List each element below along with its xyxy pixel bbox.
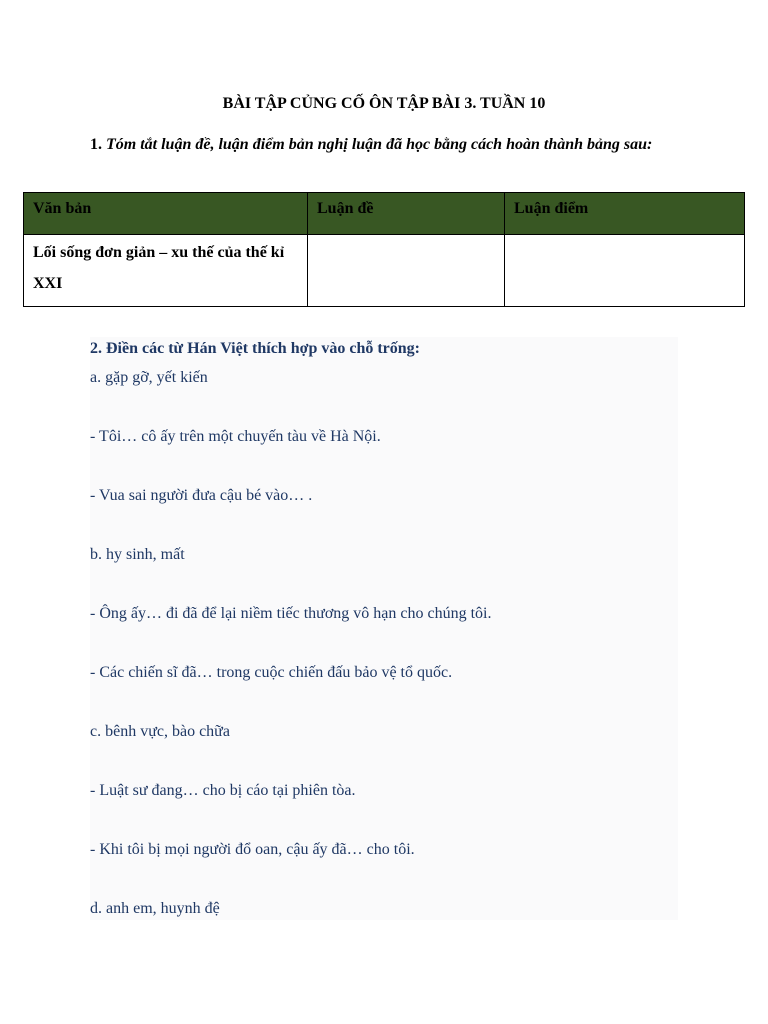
- page-title: BÀI TẬP CỦNG CỐ ÔN TẬP BÀI 3. TUẦN 10: [222, 95, 546, 112]
- table-row: [24, 235, 745, 307]
- list-item: a. gặp gỡ, yết kiến: [90, 369, 208, 386]
- list-item: - Tôi… cô ấy trên một chuyến tàu về Hà Nội.: [90, 428, 381, 445]
- question-2-panel: [90, 337, 678, 920]
- cell-van-ban: Lối sống đơn giản – xu thế của thế kỉ XXI: [24, 235, 308, 307]
- list-item: b. hy sinh, mất: [90, 546, 185, 563]
- header-luan-diem: Luận điểm: [505, 193, 745, 235]
- question-1-prompt: Tóm tắt luận đề, luận điểm bản nghị luận đã học bằng cách hoàn thành bảng sau:: [106, 136, 653, 153]
- table-header-row: [24, 193, 745, 235]
- list-item: - Khi tôi bị mọi người đổ oan, cậu ấy đã… cho tôi.: [90, 841, 415, 858]
- header-van-ban: Văn bản: [24, 193, 308, 235]
- question-1: [90, 129, 690, 160]
- cell-luan-de[interactable]: [308, 235, 505, 307]
- list-item: - Luật sư đang… cho bị cáo tại phiên tòa.: [90, 782, 356, 799]
- question-2-heading: 2. Điền các từ Hán Việt thích hợp vào chỗ trống:: [90, 340, 421, 357]
- list-item: - Các chiến sĩ đã… trong cuộc chiến đấu bảo vệ tổ quốc.: [90, 664, 453, 681]
- header-luan-de: Luận đề: [308, 193, 505, 235]
- list-item: - Vua sai người đưa cậu bé vào… .: [90, 487, 313, 504]
- question-1-number: 1.: [90, 136, 102, 153]
- list-item: d. anh em, huynh đệ: [90, 900, 220, 917]
- summary-table: [23, 192, 745, 307]
- cell-luan-diem[interactable]: [505, 235, 745, 307]
- list-item: - Ông ấy… đi đã để lại niềm tiếc thương vô hạn cho chúng tôi.: [90, 605, 492, 622]
- list-item: c. bênh vực, bào chữa: [90, 723, 230, 740]
